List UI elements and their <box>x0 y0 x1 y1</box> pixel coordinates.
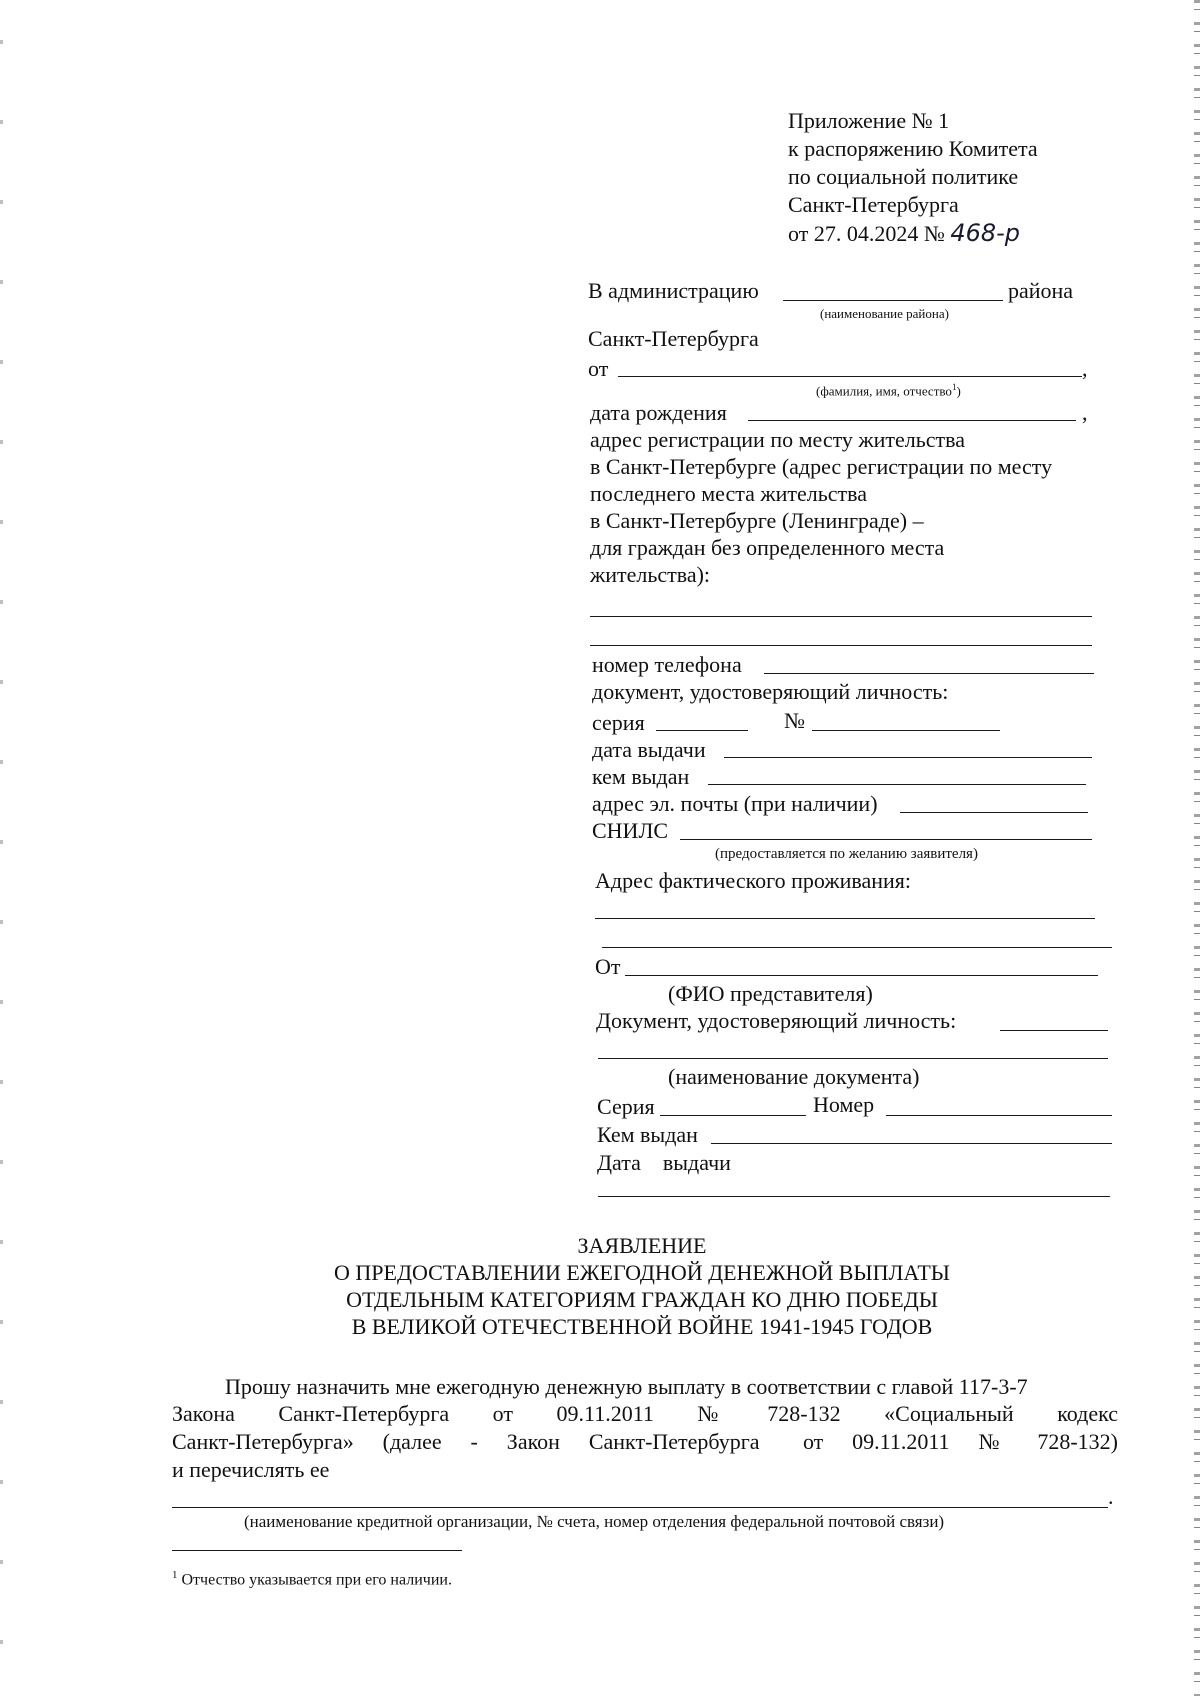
email-field[interactable] <box>900 812 1088 813</box>
birth-label: дата рождения <box>590 400 727 425</box>
rep-from-label: От <box>595 954 621 979</box>
issued-by-label: кем выдан <box>592 764 690 789</box>
rep-issued-by-field[interactable] <box>711 1143 1112 1144</box>
bank-hint: (наименование кредитной организации, № счета, номер отделения федеральной почтовой связи) <box>244 1512 945 1531</box>
bank-details-field[interactable] <box>172 1507 1108 1508</box>
address-line-1: адрес регистрации по месту жительства <box>590 427 966 452</box>
appendix-date: от 27. 04.2024 № <box>788 221 945 246</box>
address-line-4: в Санкт-Петербурге (Ленинграде) – <box>590 508 924 533</box>
admin-prefix: В администрацию <box>588 278 759 303</box>
snils-field[interactable] <box>680 839 1092 840</box>
fio-hint-sup: 1 <box>951 382 957 392</box>
id-doc-label: документ, удостоверяющий личность: <box>592 679 949 704</box>
issue-date-field[interactable] <box>724 757 1092 758</box>
footnote <box>172 1565 452 1590</box>
district-hint: (наименование района) <box>820 306 949 321</box>
appendix-line-3: по социальной политике <box>788 164 1019 189</box>
body-line-4: и перечислять ее <box>172 1457 330 1482</box>
rep-issue-date-label: Дата выдачи <box>597 1150 731 1175</box>
series-label: серия <box>592 710 645 735</box>
admin-suffix: района <box>1008 278 1074 303</box>
from-comma: , <box>1082 356 1088 381</box>
snils-label: СНИЛС <box>592 818 669 843</box>
applicant-fio-field[interactable] <box>618 376 1082 377</box>
fio-hint <box>816 380 961 398</box>
issued-by-field[interactable] <box>708 784 1086 785</box>
appendix-line-2: к распоряжению Комитета <box>788 136 1038 161</box>
title-line-1: ЗАЯВЛЕНИЕ <box>577 1233 707 1258</box>
rep-number-label: Номер <box>813 1092 875 1117</box>
bank-period: . <box>1108 1484 1114 1509</box>
footnote-separator <box>172 1550 462 1551</box>
phone-field[interactable] <box>764 673 1094 674</box>
address-line-5: для граждан без определенного места <box>590 535 945 560</box>
rep-issue-date-field[interactable] <box>598 1196 1110 1197</box>
fio-hint-text: (фамилия, имя, отчество <box>816 383 952 399</box>
address-line-6: жительства): <box>590 562 711 587</box>
rep-series-field[interactable] <box>660 1115 806 1116</box>
footnote-marker: 1 <box>172 1569 178 1581</box>
rep-fio-hint: (ФИО представителя) <box>668 981 873 1006</box>
actual-address-field-2[interactable] <box>602 947 1112 948</box>
address-line-3: последнего места жительства <box>590 481 867 506</box>
appendix-date-line <box>788 220 1020 247</box>
fio-hint-close: ) <box>956 383 961 399</box>
title-line-2: О ПРЕДОСТАВЛЕНИИ ЕЖЕГОДНОЙ ДЕНЕЖНОЙ ВЫПЛАТЫ <box>334 1260 950 1285</box>
rep-number-field[interactable] <box>886 1115 1112 1116</box>
rep-doc-label: Документ, удостоверяющий личность: <box>596 1008 957 1033</box>
number-label: № <box>784 708 805 733</box>
handwritten-order-number: 468-р <box>950 219 1021 247</box>
birth-date-field[interactable] <box>748 420 1076 421</box>
district-field[interactable] <box>783 300 1003 301</box>
snils-hint: (предоставляется по желанию заявителя) <box>715 846 978 862</box>
from-label: от <box>588 356 609 381</box>
rep-series-label: Серия <box>597 1094 655 1119</box>
title-line-3: ОТДЕЛЬНЫМ КАТЕГОРИЯМ ГРАЖДАН КО ДНЮ ПОБЕДЫ <box>346 1287 938 1312</box>
doc-number-field[interactable] <box>812 730 1000 731</box>
birth-comma: , <box>1082 400 1088 425</box>
appendix-line-4: Санкт-Петербурга <box>788 192 959 217</box>
rep-doc-field-2[interactable] <box>598 1058 1108 1059</box>
body-justified-block <box>172 1400 1118 1484</box>
body-line-2: Закона Санкт-Петербурга от 09.11.2011 № 728-132 «Социальный кодекс <box>172 1401 1118 1426</box>
rep-doc-hint: (наименование документа) <box>668 1064 920 1089</box>
address-line-2: в Санкт-Петербурге (адрес регистрации по месту <box>590 454 1053 479</box>
actual-address-label: Адрес фактического проживания: <box>595 868 911 893</box>
title-line-4: В ВЕЛИКОЙ ОТЕЧЕСТВЕННОЙ ВОЙНЕ 1941-1945 ГОДОВ <box>351 1314 933 1339</box>
series-field[interactable] <box>656 730 748 731</box>
rep-doc-field-1[interactable] <box>1000 1030 1108 1031</box>
rep-fio-field[interactable] <box>625 975 1098 976</box>
registration-address-field-2[interactable] <box>590 645 1092 646</box>
appendix-line-1: Приложение № 1 <box>788 108 950 133</box>
issue-date-label: дата выдачи <box>592 737 706 762</box>
registration-address-field-1[interactable] <box>590 616 1092 617</box>
email-label: адрес эл. почты (при наличии) <box>592 791 878 816</box>
city-label: Санкт-Петербурга <box>588 326 759 351</box>
actual-address-field-1[interactable] <box>595 918 1095 919</box>
body-line-3: Санкт-Петербурга» (далее - Закон Санкт-Петербурга от 09.11.2011 № 728-132) <box>172 1429 1118 1454</box>
footnote-text: Отчество указывается при его наличии. <box>177 1571 452 1589</box>
scan-edge-left <box>0 0 3 1696</box>
phone-label: номер телефона <box>592 652 742 677</box>
scan-edge-right <box>1194 0 1200 1696</box>
rep-issued-by-label: Кем выдан <box>597 1122 698 1147</box>
body-line-1: Прошу назначить мне ежегодную денежную выплату в соответствии с главой 117-3-7 <box>225 1374 1028 1399</box>
